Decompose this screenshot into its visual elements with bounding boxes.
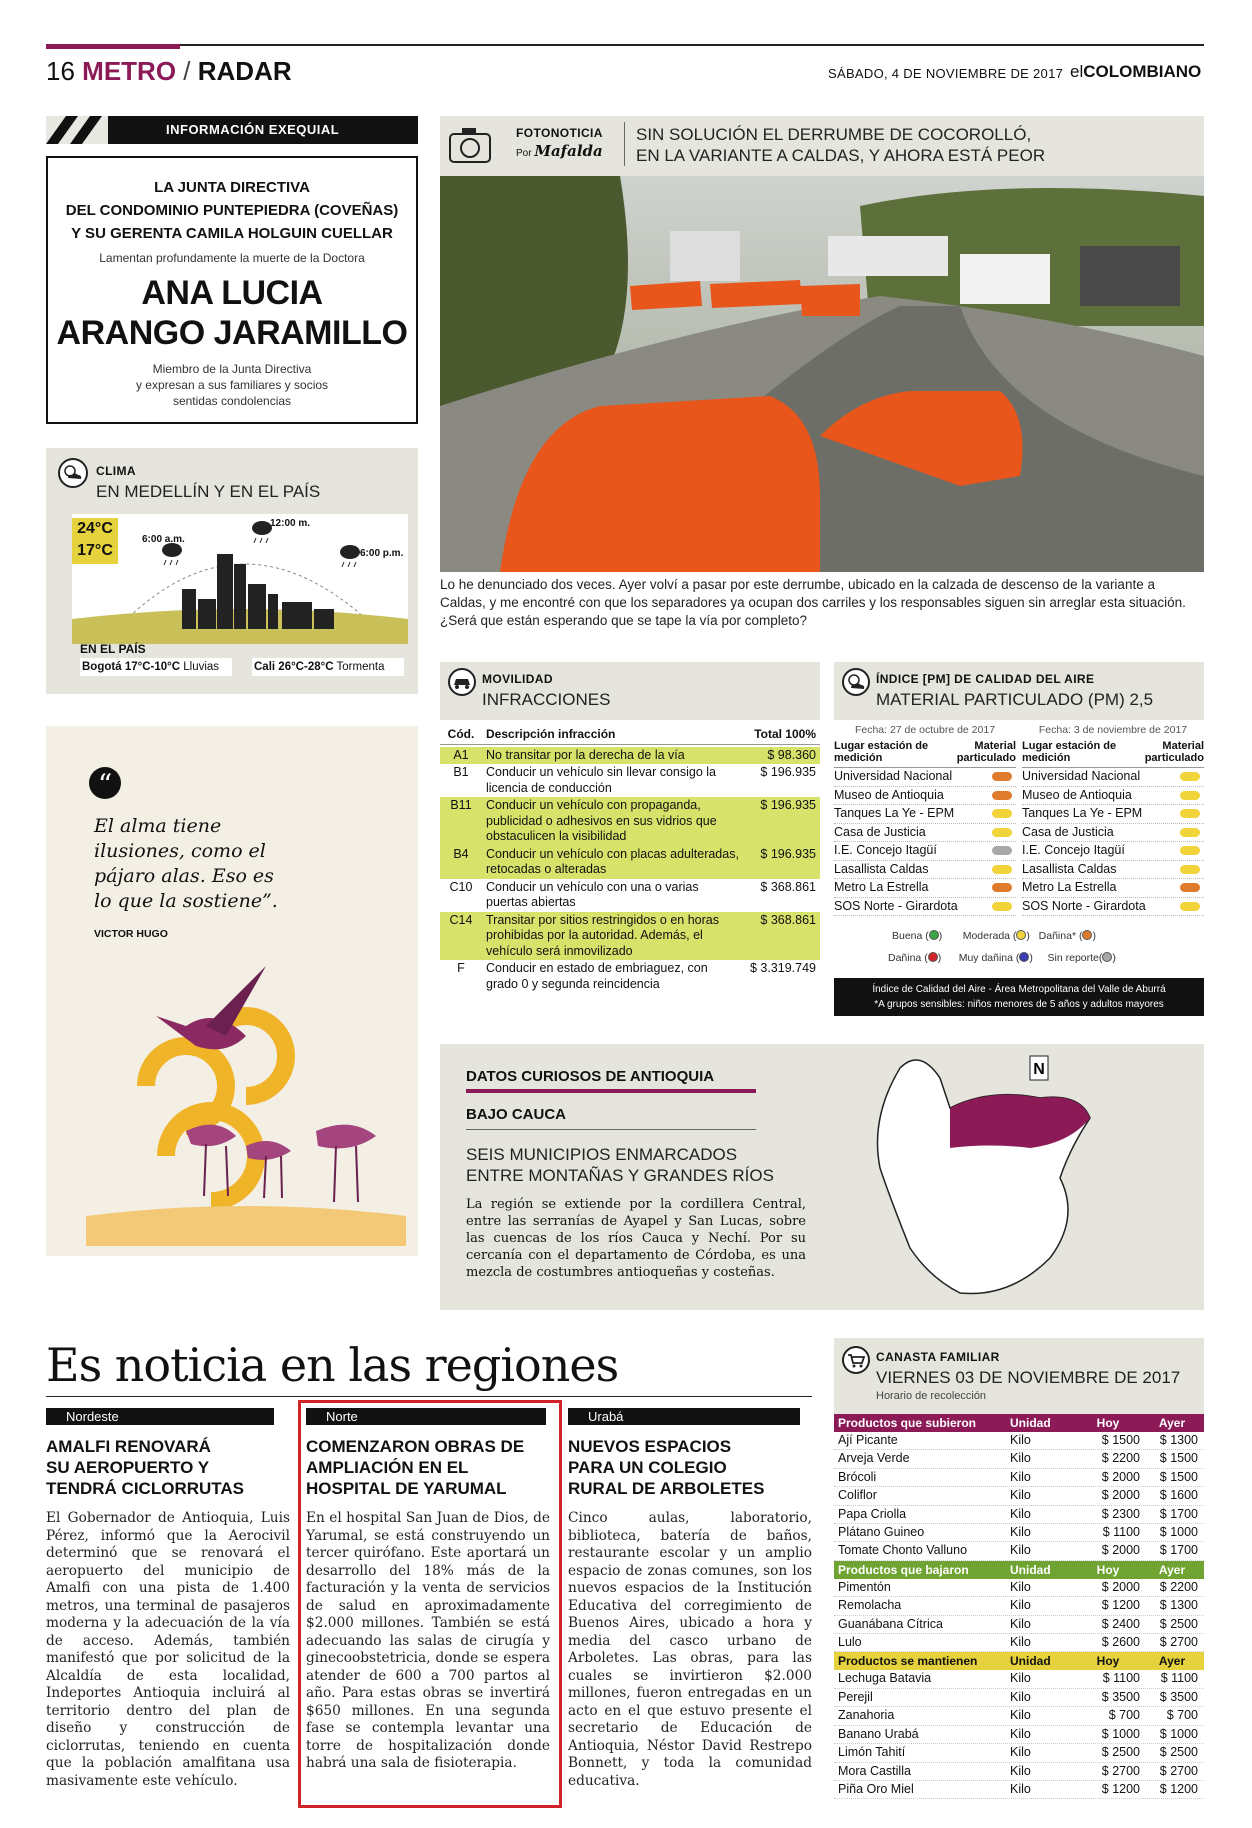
time-morning: 6:00 a.m. — [142, 534, 185, 545]
station-name: SOS Norte - Girardota — [1022, 898, 1146, 913]
city-forecast-bogota: Bogotá 17°C-10°C Lluvias — [80, 658, 232, 676]
quality-indicator — [992, 902, 1012, 911]
product-name: Pimentón — [838, 1579, 891, 1594]
price-today: $ 1000 — [1101, 1726, 1140, 1741]
price-same-header: Productos se mantienen Unidad Hoy Ayer — [834, 1652, 1204, 1670]
product-name: Brócoli — [838, 1469, 877, 1484]
product-unit: Kilo — [1010, 1635, 1031, 1650]
price-yesterday: $ 700 — [1166, 1708, 1198, 1723]
curious-facts-panel — [440, 1044, 1204, 1310]
quality-indicator — [992, 772, 1012, 781]
obituary-sender: LA JUNTA DIRECTIVA DEL CONDOMINIO PUNTEPIEDRA (COVEÑAS) Y SU GERENTA CAMILA HOLGUIN CUELLAR — [65, 179, 399, 242]
infraction-total: $ 3.319.749 — [749, 961, 816, 975]
price-today: $ 2000 — [1101, 1543, 1140, 1558]
product-name: Remolacha — [838, 1598, 902, 1613]
product-name: Perejil — [838, 1689, 873, 1704]
station-row — [834, 824, 1016, 843]
price-today: $ 2200 — [1101, 1451, 1140, 1466]
product-name: Guanábana Cítrica — [838, 1616, 943, 1631]
price-yesterday: $ 1600 — [1159, 1488, 1198, 1503]
quality-indicator — [1180, 846, 1200, 855]
region-description: La región se extiende por la cordillera Central, entre las serranías de Ayapel y San Lucas, sobre las cuencas de los ríos Cauca y Nechí. Por su cercanía con el departamento de Córdoba, es una mezcla de costumbres antioqueñas y costeñas. — [466, 1197, 806, 1280]
table-row — [834, 1689, 1204, 1707]
page-number: 16 — [46, 56, 75, 86]
product-unit: Kilo — [1010, 1525, 1031, 1540]
quote-panel — [46, 726, 418, 1256]
infraction-code: A1 — [453, 747, 469, 762]
table-row — [834, 1579, 1204, 1597]
svg-text:“: “ — [97, 768, 113, 800]
price-yesterday: $ 1700 — [1159, 1543, 1198, 1558]
table-row — [834, 1781, 1204, 1799]
price-down-header: Productos que bajaron Unidad Hoy Ayer — [834, 1561, 1204, 1579]
product-name: Ají Picante — [838, 1433, 898, 1447]
obituary-note: Miembro de la Junta Directiva y expresan a sus familiares y socios sentidas condolencias — [135, 362, 329, 408]
price-yesterday: $ 1200 — [1159, 1781, 1198, 1796]
infraction-description: Conducir en estado de embriaguez, con grado 0 y segunda reincidencia — [486, 961, 708, 991]
weather-panel — [46, 448, 418, 694]
section-name: METRO — [82, 56, 177, 86]
article-1-body: El Gobernador de Antioquia, Luis Pérez, informó que la Aerocivil determinó que se renovará el aeropuerto del municipio de Amalfi con una pista de 1.400 metros, una terminal de pasajeros moderna y la adecuación de la vía de acceso. Además, también manifestó que por solicitud de la Alcaldía de esta localidad, Indeportes Antioquia incluirá al territorio dentro del plan de diseño y construcción de ciclorrutas, teniendo en cuenta que la población amalfitana usa masivamente este vehículo. — [46, 1510, 290, 1789]
station-row — [1022, 787, 1204, 806]
price-today: $ 2500 — [1101, 1745, 1140, 1760]
air-quality-header — [834, 662, 1204, 720]
infraction-code: B1 — [453, 765, 469, 779]
price-yesterday: $ 3500 — [1159, 1689, 1198, 1704]
photo-news-header — [440, 116, 1204, 176]
product-name: Mora Castilla — [838, 1763, 911, 1778]
quality-indicator — [1180, 883, 1200, 892]
infraction-description: Conducir un vehículo con propaganda, publicidad o adhesivos en sus vidrios que obstaculicen la visibilidad — [486, 798, 717, 843]
infraction-description: Conducir un vehículo con placas adulteradas, retocadas o alteradas — [486, 846, 739, 876]
table-row — [834, 1469, 1204, 1487]
quality-indicator — [1180, 809, 1200, 818]
quality-indicator — [1180, 828, 1200, 837]
price-today: $ 1100 — [1102, 1671, 1140, 1686]
market-basket-schedule: Horario de recolección — [876, 1390, 987, 1402]
obituary-name: ANA LUCIA ARANGO JARAMILLO — [56, 274, 408, 352]
photo-illustration — [440, 176, 1204, 572]
subsection-name: RADAR — [197, 56, 292, 86]
price-today: $ 1200 — [1101, 1781, 1140, 1796]
station-name: Metro La Estrella — [834, 880, 929, 894]
price-today: $ 1100 — [1102, 1525, 1140, 1540]
price-today: $ 1500 — [1101, 1433, 1140, 1447]
product-unit: Kilo — [1010, 1726, 1031, 1741]
article-2-body: En el hospital San Juan de Dios, de Yarumal, se está construyendo un tercer quirófano. Este aportará un desarrollo del 18% más de la facturación y la venta de servicios de salud en aproximadamente $2.000 millones. También se está adecuando las salas de cirugía y ginecoobstetricia, donde se espera atender de 600 a 700 partos al año. Para estas obras se invertirá $650 millones. En una segunda fase se contempla levantar una torre de hospitalización donde habrá una sala de fisioterapia. — [306, 1510, 550, 1771]
quality-indicator — [992, 865, 1012, 874]
product-unit: Kilo — [1010, 1671, 1031, 1686]
station-name: Lasallista Caldas — [1022, 861, 1117, 876]
quality-indicator — [992, 809, 1012, 818]
station-name: I.E. Concejo Itagüí — [1022, 843, 1125, 857]
product-unit: Kilo — [1010, 1488, 1031, 1503]
article-3-headline: NUEVOS ESPACIOS PARA UN COLEGIO RURAL DE ARBOLETES — [568, 1437, 765, 1498]
product-unit: Kilo — [1010, 1745, 1031, 1760]
price-yesterday: $ 1500 — [1159, 1451, 1198, 1466]
product-unit: Kilo — [1010, 1543, 1031, 1558]
table-row — [440, 912, 820, 961]
infraction-code: C10 — [449, 879, 473, 894]
product-name: Tomate Chonto Valluno — [838, 1543, 968, 1558]
station-name: Tanques La Ye - EPM — [1022, 806, 1143, 820]
station-name: SOS Norte - Girardota — [834, 898, 958, 913]
table-row — [834, 1524, 1204, 1542]
table-row — [440, 846, 820, 879]
quality-indicator — [992, 828, 1012, 837]
price-yesterday: $ 1000 — [1159, 1726, 1198, 1741]
price-yesterday: $ 2500 — [1159, 1616, 1198, 1631]
air-quality-subtitle: MATERIAL PARTICULADO (PM) 2,5 — [876, 690, 1154, 709]
quality-indicator — [992, 883, 1012, 892]
table-row — [440, 747, 820, 765]
header-rule — [46, 44, 1204, 46]
infraction-code: B11 — [450, 798, 472, 812]
table-row — [834, 1450, 1204, 1468]
market-basket-date: VIERNES 03 DE NOVIEMBRE DE 2017 — [876, 1368, 1181, 1387]
antioquia-map — [840, 1048, 1200, 1306]
air-quality-oct27: Fecha: 27 de octubre de 2017 Lugar estación de medición Material particulado Universidad Nacional Museo de Antioquia Tanques La Ye - EPM Casa de Justicia I.E. Concejo Itagüí Lasallista Caldas Metro La Estrella SOS Norte - Girardota — [834, 724, 1016, 916]
temperature-badge: 24°C 17°C — [72, 518, 118, 564]
infraction-total: $ 368.861 — [760, 879, 816, 894]
market-prices-table — [834, 1414, 1204, 1799]
price-yesterday: $ 1100 — [1160, 1671, 1198, 1686]
table-row — [834, 1634, 1204, 1652]
air-quality-nov3: Fecha: 3 de noviembre de 2017 Lugar estación de medición Material particulado Universidad Nacional Museo de Antioquia Tanques La Ye - EPM Casa de Justicia I.E. Concejo Itagüí Lasallista Caldas Metro La Estrella SOS Norte - Girardota — [1022, 724, 1204, 916]
infraction-total: $ 98.360 — [767, 747, 816, 762]
price-today: $ 2000 — [1101, 1469, 1140, 1484]
infraction-code: B4 — [453, 846, 469, 861]
product-unit: Kilo — [1010, 1598, 1031, 1613]
price-today: $ 2600 — [1101, 1635, 1140, 1650]
city-forecast-cali: Cali 26°C-28°C Tormenta — [252, 658, 404, 676]
page-header: 16 METRO / RADAR — [46, 56, 292, 86]
exequial-tag-label: INFORMACIÓN EXEQUIAL — [108, 116, 418, 144]
photo-news-headline: SIN SOLUCIÓN EL DERRUMBE DE COCOROLLÓ, EN LA VARIANTE A CALDAS, Y AHORA ESTÁ PEOR — [636, 125, 1046, 165]
station-row — [1022, 805, 1204, 824]
photo-caption: Lo he denunciado dos veces. Ayer volví a pasar por este derrumbe, ubicado en la calzada de descenso de la variante a Caldas, y me encontré con que los separadores ya ocupan dos carriles y los responsables siguen sin arreglar esta situación. ¿Será que están esperando que se tape la vía por completo? — [440, 577, 1186, 628]
divider — [624, 122, 625, 166]
market-basket-header — [834, 1338, 1204, 1414]
photo-news-label: FOTONOTICIA — [516, 126, 603, 140]
station-row — [834, 879, 1016, 898]
mobility-subtitle: INFRACCIONES — [482, 690, 611, 709]
region-subtitle: SEIS MUNICIPIOS ENMARCADOS ENTRE MONTAÑAS Y GRANDES RÍOS — [466, 1145, 774, 1185]
station-row — [1022, 768, 1204, 787]
station-row — [834, 861, 1016, 880]
station-name: I.E. Concejo Itagüí — [834, 843, 937, 857]
infraction-description: Conducir un vehículo sin llevar consigo la licencia de conducción — [486, 765, 716, 795]
table-header: Cód. Descripción infracción Total 100% — [440, 726, 820, 745]
road-barriers-photo — [440, 176, 1204, 572]
curious-facts-tag: DATOS CURIOSOS DE ANTIOQUIA — [466, 1068, 756, 1093]
product-name: Papa Criolla — [838, 1506, 907, 1521]
price-yesterday: $ 1300 — [1159, 1598, 1198, 1613]
table-row — [834, 1487, 1204, 1505]
price-yesterday: $ 2500 — [1159, 1745, 1198, 1760]
product-unit: Kilo — [1010, 1708, 1031, 1723]
product-unit: Kilo — [1010, 1763, 1031, 1778]
price-today: $ 2000 — [1101, 1579, 1140, 1594]
obituary-notice — [46, 156, 418, 424]
infractions-table — [440, 726, 820, 993]
article-3-body: Cinco aulas, laboratorio, biblioteca, batería de baños, restaurante escolar y un amplio espacio de zonas comunes, son los nuevos espacios de la Institución Educativa del corregimiento de Buenos Aires, ubicado a hora y media del casco urbano de Arboletes. Las obras, para las cuales se invirtieron $2.000 millones, fueron entregadas en un acto en el que estuvo presente el secretario de Educación de Antioquia, Néstor David Restrepo Bonnett, y toda la comunidad educativa. — [568, 1510, 812, 1789]
infraction-total: $ 196.935 — [760, 798, 816, 812]
table-row — [834, 1542, 1204, 1560]
article-3-region: Urabá — [568, 1408, 800, 1425]
table-row — [834, 1707, 1204, 1725]
station-row — [834, 768, 1016, 787]
station-row — [834, 787, 1016, 806]
station-name: Universidad Nacional — [1022, 769, 1141, 783]
legend-row-2: Dañina ( ) Muy dañina ( ) Sin reporte( ) — [888, 952, 1116, 964]
infraction-description: Transitar por sitios restringidos o en horas prohibidas por la autoridad. Además, el vehículo será inmovilizado — [486, 912, 719, 958]
station-name: Universidad Nacional — [834, 769, 953, 783]
camera-icon — [448, 124, 492, 168]
infraction-description: No transitar por la derecha de la vía — [486, 747, 685, 762]
station-row — [834, 805, 1016, 824]
price-yesterday: $ 2700 — [1159, 1635, 1198, 1650]
infraction-code: F — [457, 961, 465, 975]
quote-icon — [88, 766, 122, 800]
table-row — [834, 1432, 1204, 1450]
air-quality-note: Índice de Calidad del Aire - Área Metropolitana del Valle de Aburrá *A grupos sensibles: niños menores de 5 años y adultos mayores — [834, 978, 1204, 1016]
station-row — [1022, 879, 1204, 898]
product-unit: Kilo — [1010, 1689, 1031, 1704]
quality-indicator — [1180, 902, 1200, 911]
product-name: Coliflor — [838, 1488, 877, 1503]
mobility-title: MOVILIDAD — [482, 672, 553, 686]
station-name: Lasallista Caldas — [834, 861, 929, 876]
photo-news-por: Por Mafalda — [516, 142, 603, 160]
product-name: Arveja Verde — [838, 1451, 910, 1466]
station-name: Metro La Estrella — [1022, 880, 1117, 894]
station-row — [1022, 824, 1204, 843]
station-row — [1022, 861, 1204, 880]
product-name: Piña Oro Miel — [838, 1781, 914, 1796]
infraction-code: C14 — [449, 912, 473, 927]
weather-illustration — [72, 514, 408, 644]
station-name: Museo de Antioquia — [834, 787, 944, 802]
price-yesterday: $ 1700 — [1159, 1506, 1198, 1521]
legend-row-1: Buena ( ) Moderada ( ) Dañina* ( ) — [892, 930, 1096, 942]
header-accent — [46, 44, 180, 49]
issue-date: SÁBADO, 4 DE NOVIEMBRE DE 2017 — [828, 66, 1064, 81]
quality-indicator — [1180, 791, 1200, 800]
station-row — [1022, 842, 1204, 861]
article-1-headline: AMALFI RENOVARÁ SU AEROPUERTO Y TENDRÁ CICLORRUTAS — [46, 1437, 245, 1498]
sun-cloud-icon — [842, 668, 870, 696]
product-name: Zanahoria — [838, 1708, 895, 1723]
article-2-region: Norte — [306, 1408, 546, 1425]
article-1-region: Nordeste — [46, 1408, 274, 1425]
region-name: BAJO CAUCA — [466, 1106, 756, 1130]
station-name: Casa de Justicia — [1022, 824, 1114, 839]
weather-title: CLIMA — [96, 464, 136, 478]
table-row — [834, 1744, 1204, 1762]
product-unit: Kilo — [1010, 1781, 1031, 1796]
quality-indicator — [992, 846, 1012, 855]
quote-author: VICTOR HUGO — [94, 928, 168, 940]
table-row — [440, 764, 820, 797]
product-unit: Kilo — [1010, 1579, 1031, 1594]
station-name: Museo de Antioquia — [1022, 787, 1132, 802]
table-row — [834, 1670, 1204, 1688]
regions-news-title: Es noticia en las regiones — [46, 1338, 619, 1392]
infraction-total: $ 368.861 — [760, 912, 816, 927]
table-row — [440, 960, 820, 993]
price-today: $ 700 — [1108, 1708, 1140, 1723]
table-row — [834, 1506, 1204, 1524]
station-name: Casa de Justicia — [834, 824, 926, 839]
product-name: Lechuga Batavia — [838, 1671, 932, 1686]
air-quality-title: ÍNDICE [PM] DE CALIDAD DEL AIRE — [876, 672, 1095, 686]
weather-icon — [58, 458, 88, 488]
product-name: Limón Tahití — [838, 1745, 906, 1760]
market-basket-title: CANASTA FAMILIAR — [876, 1350, 1000, 1364]
product-name: Plátano Guineo — [838, 1525, 925, 1540]
table-row — [834, 1763, 1204, 1781]
price-yesterday: $ 2700 — [1159, 1763, 1198, 1778]
station-name: Tanques La Ye - EPM — [834, 806, 955, 820]
quality-indicator — [1180, 865, 1200, 874]
quality-indicator — [1180, 772, 1200, 781]
product-name: Lulo — [838, 1635, 862, 1650]
diagonal-stripes-icon — [46, 116, 108, 144]
table-row — [440, 879, 820, 912]
table-row — [834, 1597, 1204, 1615]
product-unit: Kilo — [1010, 1616, 1031, 1631]
time-noon: 12:00 m. — [270, 518, 311, 529]
price-today: $ 2400 — [1101, 1616, 1140, 1631]
table-row — [834, 1616, 1204, 1634]
price-yesterday: $ 2200 — [1159, 1579, 1198, 1594]
price-yesterday: $ 1500 — [1159, 1469, 1198, 1484]
quality-indicator — [992, 791, 1012, 800]
product-unit: Kilo — [1010, 1433, 1031, 1447]
table-row — [440, 797, 820, 846]
product-name: Banano Urabá — [838, 1726, 919, 1741]
weather-subtitle: EN MEDELLÍN Y EN EL PAÍS — [96, 482, 321, 501]
quote-text: El alma tiene ilusiones, como el pájaro alas. Eso es lo que la sostiene”. — [94, 815, 278, 912]
price-today: $ 2000 — [1101, 1488, 1140, 1503]
brand-logo: elCOLOMBIANO — [1070, 62, 1202, 81]
infraction-total: $ 196.935 — [760, 765, 816, 779]
price-today: $ 1200 — [1101, 1598, 1140, 1613]
time-evening: 6:00 p.m. — [360, 548, 404, 559]
birds-illustration — [86, 966, 406, 1246]
north-arrow-icon: N — [1033, 1061, 1045, 1078]
infraction-total: $ 196.935 — [760, 846, 816, 861]
product-unit: Kilo — [1010, 1469, 1031, 1484]
obituary-lament: Lamentan profundamente la muerte de la Doctora — [99, 251, 365, 265]
car-icon — [448, 668, 476, 696]
price-today: $ 2700 — [1101, 1763, 1140, 1778]
exequial-tag — [46, 116, 418, 144]
product-unit: Kilo — [1010, 1451, 1031, 1466]
price-yesterday: $ 1000 — [1159, 1525, 1198, 1540]
infraction-description: Conducir un vehículo con una o varias puertas abiertas — [486, 879, 699, 909]
price-up-header: Productos que subieron Unidad Hoy Ayer — [834, 1414, 1204, 1432]
article-2-headline: COMENZARON OBRAS DE AMPLIACIÓN EN EL HOSPITAL DE YARUMAL — [306, 1437, 525, 1498]
station-row — [1022, 898, 1204, 917]
country-label: EN EL PAÍS — [80, 642, 146, 656]
table-row — [834, 1726, 1204, 1744]
station-row — [834, 842, 1016, 861]
product-unit: Kilo — [1010, 1506, 1031, 1521]
shopping-cart-icon — [842, 1346, 870, 1374]
mobility-header — [440, 662, 820, 720]
station-row — [834, 898, 1016, 917]
price-today: $ 3500 — [1101, 1689, 1140, 1704]
section-rule — [46, 1396, 812, 1397]
price-today: $ 2300 — [1101, 1506, 1140, 1521]
price-yesterday: $ 1300 — [1159, 1433, 1198, 1447]
